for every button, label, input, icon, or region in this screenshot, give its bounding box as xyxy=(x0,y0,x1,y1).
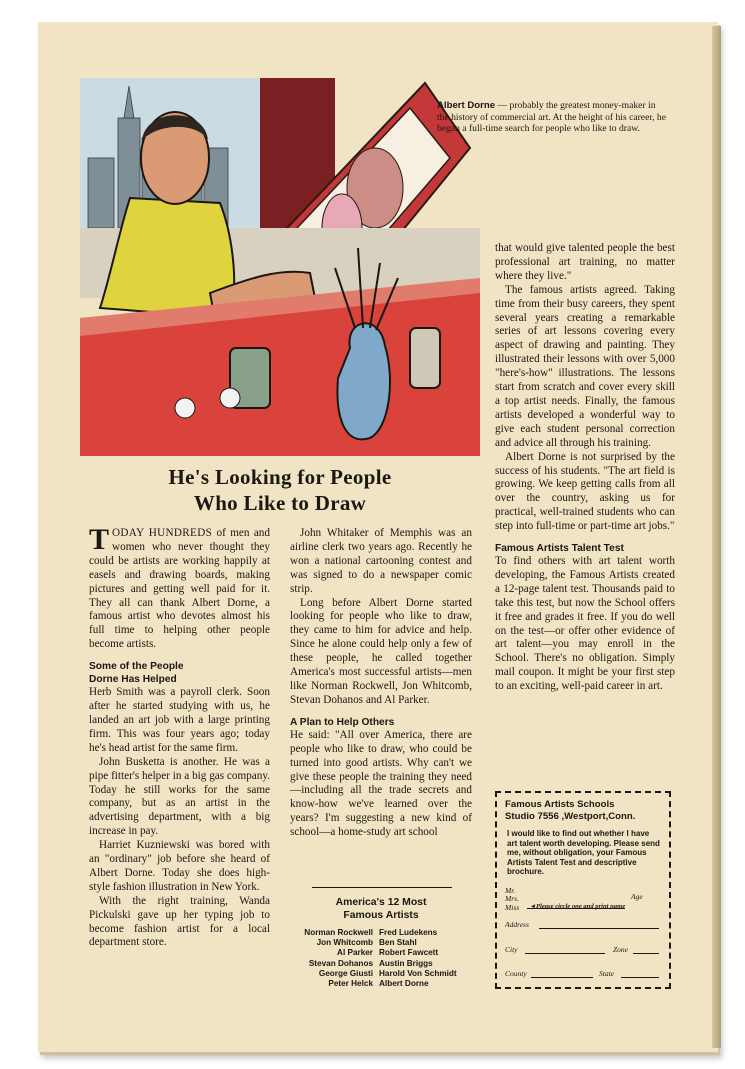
headline-line1: He's Looking for People xyxy=(168,465,392,489)
paragraph: John Busketta is another. He was a pipe fitter's helper in a big gas company. Today he still works for the same company, but as an artist in the advertising department, with a big increase in pay. xyxy=(89,755,270,838)
dropcap: T xyxy=(89,523,110,556)
intro-rest: of men and women who never thought they could be artists are working happily at easels and drawing boards, making pictures and getting well paid for it. They all can thank Albert Dorne, a famous artist who devotes almost his full time to helping other people become artists. xyxy=(89,527,270,651)
artist-name: Austin Briggs xyxy=(379,958,433,968)
headline xyxy=(75,464,485,516)
salutation-mrs: Mrs. xyxy=(505,894,519,904)
paragraph: Long before Albert Dorne started looking for people who like to draw, they came to him for advice and help. Since he alone could help only a few of these people, he called together America's most successful artists—men like Norman Rockwell, Jon Whitcomb, Stevan Dohanos and Al Parker. xyxy=(290,596,472,706)
subhead-people-helped xyxy=(89,660,270,686)
salutation-field[interactable] xyxy=(505,887,519,912)
artist-name: Jon Whitcomb xyxy=(316,938,373,948)
coupon-title xyxy=(505,799,661,823)
albert-dorne-illustration xyxy=(80,78,480,456)
city-label: City xyxy=(505,945,518,954)
state-label: State xyxy=(599,969,614,978)
salutation-mr: Mr. xyxy=(505,886,516,895)
paragraph: He said: "All over America, there are people who like to draw, who could be turned into good artists. Why can't we give these people the training they need—including all the trade secrets and know-how we've learned over the years? I'm suggesting a new kind of school—a home-study art school xyxy=(290,728,472,839)
paragraph: Albert Dorne is not surprised by the success of his students. "The art field is growing. We keep getting calls from all over the country, asking us for practical, well-trained students who can step into full-time or part-time art jobs." xyxy=(495,450,675,533)
paragraph: To find others with art talent worth developing, the Famous Artists created a 12-page talent test. Thousands paid to take this test, but now the School offers it free and grades it free. If you do well on the test—or offer other evidence of art talent—you may enroll in the School. There's no obligation. Simply mail coupon. It might be your first step to an exciting, well-paid career in art. xyxy=(495,555,675,693)
column-1 xyxy=(89,523,270,950)
artist-name: Stevan Dohanos xyxy=(308,958,373,968)
address-label: Address xyxy=(505,920,529,929)
intro-paragraph xyxy=(89,523,270,652)
famous-artists-list xyxy=(290,928,480,989)
address-field[interactable] xyxy=(505,920,655,929)
subhead-plan: A Plan to Help Others xyxy=(290,716,395,728)
artist-name: Albert Dorne xyxy=(379,979,429,989)
county-field[interactable] xyxy=(505,969,655,978)
artist-name: Al Parker xyxy=(337,948,373,958)
please-circle-text: Please circle one and print name xyxy=(535,903,626,910)
coupon-title-line2: Studio 7556 ,Westport,Conn. xyxy=(505,811,636,822)
paragraph: With the right training, Wanda Pickulski gave up her typing job to become fashion artist for a local department store. xyxy=(89,894,270,949)
artist-name: George Giusti xyxy=(318,968,373,978)
subhead-line1: Some of the People xyxy=(89,661,184,673)
coupon-title-line1: Famous Artists Schools xyxy=(505,799,615,810)
paragraph: that would give talented people the best professional art training, no matter where they live." xyxy=(495,242,675,282)
coupon-body: I would like to find out whether I have art talent worth developing. Please send me, without obligation, your Famous Artists Talent Test and descriptive brochure. xyxy=(507,829,660,877)
headline-line2: Who Like to Draw xyxy=(193,491,367,515)
paragraph: The famous artists agreed. Taking time from their busy careers, they spent several years creating a remarkable series of art lessons covering every aspect of drawing and painting. They illustrated their lessons with over 5,000 "here's-how" illustrations. The lessons start from scratch and cover every skill a top artist needs. Finally, the famous artists developed a wonderful way to give each student personal correction and advice all through his training. xyxy=(495,283,675,449)
artist-name: Harold Von Schmidt xyxy=(379,968,457,978)
zone-label: Zone xyxy=(613,945,628,954)
famous-title-line1: America's 12 Most xyxy=(335,897,427,908)
age-label: Age xyxy=(631,892,643,901)
salutation-miss: Miss xyxy=(505,902,520,912)
city-field[interactable] xyxy=(505,945,655,954)
divider xyxy=(312,887,452,888)
please-circle-note: ◂ Please circle one and print name xyxy=(531,903,626,910)
famous-artists-title xyxy=(290,896,472,922)
column-3 xyxy=(495,242,675,694)
mail-coupon[interactable] xyxy=(495,791,671,989)
artist-name: Ben Stahl xyxy=(379,938,417,948)
column-2 xyxy=(290,527,472,840)
paragraph: Harriet Kuzniewski was bored with an "ordinary" job before she heard of Albert Dorne. Today she does high-style fashion illustration in New York. xyxy=(89,839,270,893)
paragraph: Herb Smith was a payroll clerk. Soon after he started studying with us, he landed an art job with a large printing firm. This was four years ago; today he's head artist for the same firm. xyxy=(89,686,270,754)
caption-text: — probably the greatest money-maker in the history of commercial art. At the height of his career, he began a full-time search for people who like to draw. xyxy=(437,100,666,134)
subhead-line2: Dorne Has Helped xyxy=(89,674,177,686)
paragraph: John Whitaker of Memphis was an airline clerk two years ago. Recently he won a national cartooning contest and was signed to do a newspaper comic strip. xyxy=(290,527,472,595)
famous-title-line2: Famous Artists xyxy=(343,910,419,921)
page-edge xyxy=(712,26,721,1048)
artist-name: Fred Ludekens xyxy=(379,928,438,937)
photo-caption xyxy=(437,100,667,135)
intro-lead-caps: ODAY HUNDREDS xyxy=(112,527,213,539)
artist-name: Peter Helck xyxy=(328,979,373,989)
subhead-talent-test: Famous Artists Talent Test xyxy=(495,543,624,555)
artist-name: Robert Fawcett xyxy=(379,948,439,958)
county-label: County xyxy=(505,969,527,978)
caption-name: Albert Dorne xyxy=(437,100,496,111)
artist-name: Norman Rockwell xyxy=(304,928,373,937)
